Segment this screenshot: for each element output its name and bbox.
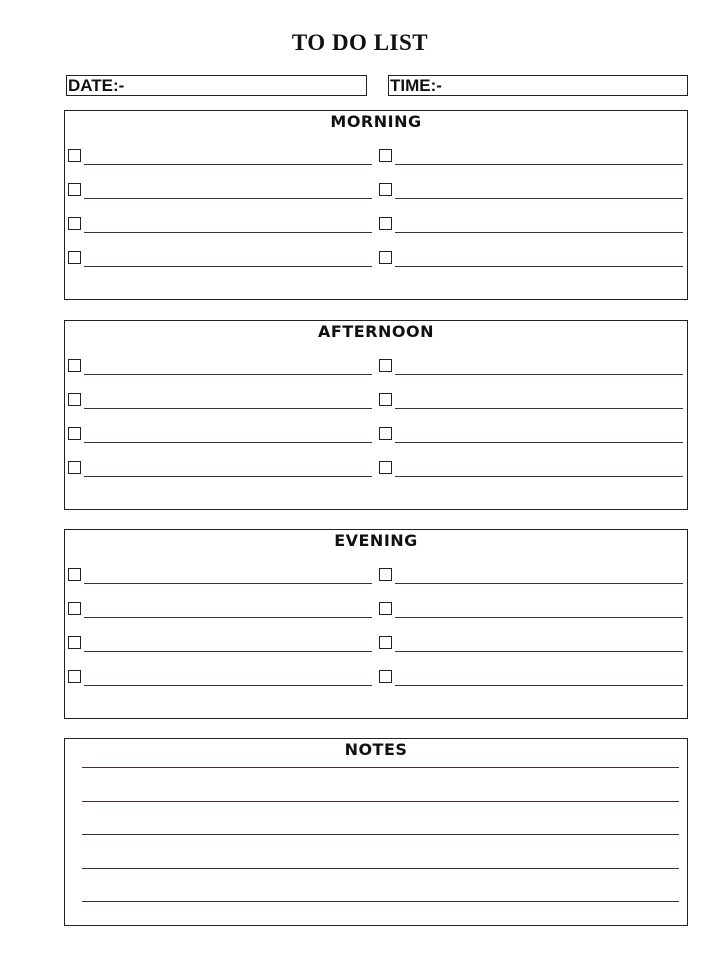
task-checkbox[interactable] <box>379 427 392 440</box>
task-checkbox[interactable] <box>68 183 81 196</box>
notes-line[interactable] <box>82 868 679 869</box>
task-item <box>379 149 683 167</box>
task-item <box>68 183 372 201</box>
task-item <box>68 217 372 235</box>
task-item <box>379 602 683 620</box>
task-line[interactable] <box>395 232 683 233</box>
task-item <box>379 461 683 479</box>
task-line[interactable] <box>395 164 683 165</box>
notes-line[interactable] <box>82 901 679 902</box>
afternoon-section <box>64 320 688 510</box>
task-line[interactable] <box>84 198 372 199</box>
task-line[interactable] <box>395 685 683 686</box>
task-line[interactable] <box>395 266 683 267</box>
task-checkbox[interactable] <box>379 461 392 474</box>
task-item <box>68 636 372 654</box>
task-line[interactable] <box>395 198 683 199</box>
task-item <box>379 217 683 235</box>
section-heading: MORNING <box>330 112 422 131</box>
task-line[interactable] <box>395 374 683 375</box>
task-item <box>68 670 372 688</box>
task-line[interactable] <box>84 442 372 443</box>
task-line[interactable] <box>84 164 372 165</box>
task-checkbox[interactable] <box>68 393 81 406</box>
task-line[interactable] <box>84 685 372 686</box>
task-line[interactable] <box>395 442 683 443</box>
task-item <box>68 149 372 167</box>
task-item <box>68 568 372 586</box>
task-item <box>379 636 683 654</box>
time-field[interactable] <box>388 75 688 96</box>
notes-section <box>64 738 688 926</box>
date-label: DATE:- <box>68 76 125 95</box>
task-line[interactable] <box>84 583 372 584</box>
task-item <box>379 183 683 201</box>
task-line[interactable] <box>84 476 372 477</box>
task-checkbox[interactable] <box>68 149 81 162</box>
task-checkbox[interactable] <box>379 602 392 615</box>
task-line[interactable] <box>395 408 683 409</box>
task-checkbox[interactable] <box>379 251 392 264</box>
notes-line[interactable] <box>82 834 679 835</box>
notes-heading: NOTES <box>344 740 408 759</box>
task-checkbox[interactable] <box>68 568 81 581</box>
section-heading: AFTERNOON <box>318 322 434 341</box>
task-checkbox[interactable] <box>68 602 81 615</box>
date-field[interactable] <box>66 75 367 96</box>
task-item <box>379 568 683 586</box>
task-item <box>68 427 372 445</box>
page-title: TO DO LIST <box>291 30 429 55</box>
task-line[interactable] <box>395 617 683 618</box>
task-checkbox[interactable] <box>68 251 81 264</box>
task-checkbox[interactable] <box>68 217 81 230</box>
task-line[interactable] <box>395 583 683 584</box>
time-label: TIME:- <box>390 76 442 95</box>
task-line[interactable] <box>395 476 683 477</box>
task-item <box>379 670 683 688</box>
task-item <box>68 251 372 269</box>
task-item <box>379 359 683 377</box>
task-checkbox[interactable] <box>68 636 81 649</box>
task-checkbox[interactable] <box>68 461 81 474</box>
task-checkbox[interactable] <box>379 568 392 581</box>
task-checkbox[interactable] <box>379 359 392 372</box>
task-checkbox[interactable] <box>379 670 392 683</box>
task-item <box>68 393 372 411</box>
task-item <box>68 602 372 620</box>
task-checkbox[interactable] <box>379 217 392 230</box>
task-line[interactable] <box>84 266 372 267</box>
task-checkbox[interactable] <box>379 393 392 406</box>
task-checkbox[interactable] <box>68 359 81 372</box>
task-item <box>68 461 372 479</box>
task-line[interactable] <box>84 232 372 233</box>
evening-section <box>64 529 688 719</box>
task-line[interactable] <box>84 617 372 618</box>
task-item <box>379 393 683 411</box>
task-checkbox[interactable] <box>379 636 392 649</box>
task-checkbox[interactable] <box>379 149 392 162</box>
notes-line[interactable] <box>82 801 679 802</box>
task-item <box>379 427 683 445</box>
task-item <box>379 251 683 269</box>
notes-line[interactable] <box>82 767 679 768</box>
task-line[interactable] <box>395 651 683 652</box>
section-heading: EVENING <box>334 531 418 550</box>
task-checkbox[interactable] <box>379 183 392 196</box>
task-line[interactable] <box>84 374 372 375</box>
task-line[interactable] <box>84 651 372 652</box>
morning-section <box>64 110 688 300</box>
task-checkbox[interactable] <box>68 427 81 440</box>
task-item <box>68 359 372 377</box>
task-line[interactable] <box>84 408 372 409</box>
task-checkbox[interactable] <box>68 670 81 683</box>
